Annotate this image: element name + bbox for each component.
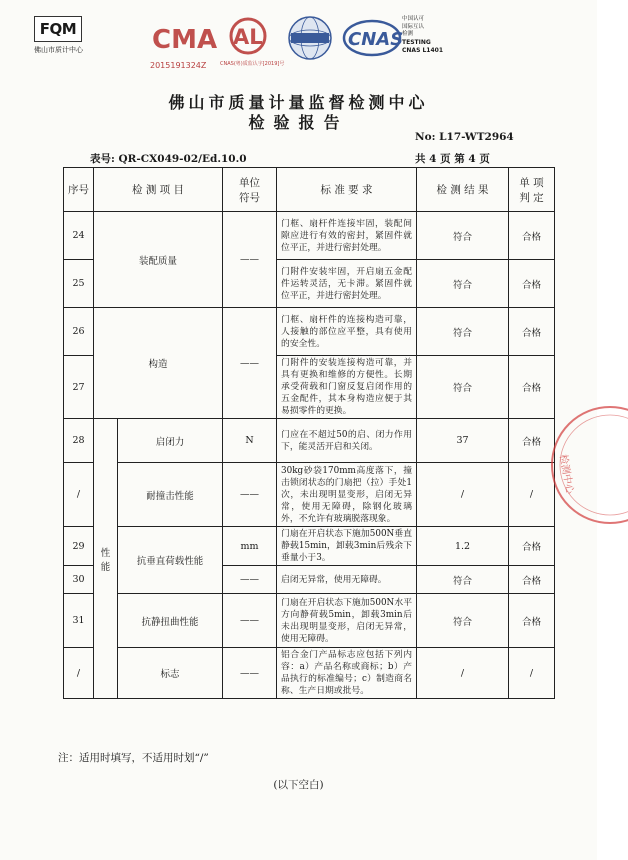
col-header-unit: 单位 符号 [223, 168, 277, 212]
table-note: 注：适用时填写，不适用时划“/” [58, 752, 209, 764]
row-item: 抗垂直荷载性能 [118, 527, 223, 594]
fqm-caption: 佛山市质计中心 [34, 46, 83, 54]
svg-text:CNAS: CNAS [348, 29, 404, 50]
row-no: 27 [64, 356, 94, 419]
row-item: 标志 [118, 648, 223, 699]
row-requirement: 门框、扇杆件的连接构造可靠，人接触的部位应平整，具有使用的安全性。 [277, 308, 417, 356]
table-row [64, 419, 555, 463]
blank-below-note: (以下空白) [273, 779, 324, 791]
row-no: / [64, 648, 94, 699]
row-requirement: 30kg砂袋170mm高度落下，撞击锁闭状态的门扇把（拉）手处1次，未出现明显变形，启闭无异常，使用无障碍，除钢化玻璃外，不允许有玻璃脱落现象。 [277, 463, 417, 527]
row-requirement: 铝合金门产品标志应包括下列内容：a）产品名称或商标；b）产品执行的标准编号；c）制造商名称、生产日期或批号。 [277, 648, 417, 699]
row-requirement: 门附件安装牢固，开启扇五金配件运转灵活，无卡滞。紧固件就位平正，并进行密封处理。 [277, 260, 417, 308]
row-no: 31 [64, 594, 94, 648]
row-unit: —— [223, 212, 277, 308]
row-result: / [417, 648, 509, 699]
report-title: 检验报告 [248, 113, 349, 132]
row-result: 符合 [417, 356, 509, 419]
row-unit: —— [223, 594, 277, 648]
row-requirement: 门扇在开启状态下施加500N垂直静载15min，卸载3min后残余下垂量小于3。 [277, 527, 417, 566]
row-requirement: 门应在不超过50的启、闭力作用下，能灵活开启和关闭。 [277, 419, 417, 463]
svg-text:AL: AL [233, 25, 263, 49]
row-verdict: 合格 [509, 566, 555, 594]
row-requirement: 门扇在开启状态下施加500N水平方向静荷载5min，卸载3min后未出现明显变形，启闭无异常，使用无障碍。 [277, 594, 417, 648]
col-header-requirement: 标 准 要 求 [277, 168, 417, 212]
cnas-mark-icon [343, 18, 404, 58]
cma-code: 2015191324Z [150, 61, 207, 70]
svg-text:检测中心: 检测中心 [557, 453, 575, 495]
row-result: 符合 [417, 594, 509, 648]
row-no: 30 [64, 566, 94, 594]
table-row [64, 527, 555, 566]
ilac-mra-logo [287, 14, 333, 68]
performance-group-label: 性 能 [94, 419, 118, 699]
table-row [64, 308, 555, 356]
col-header-result: 检 测 结 果 [417, 168, 509, 212]
table-row [64, 212, 555, 260]
col-header-item: 检 测 项 目 [94, 168, 223, 212]
inspection-table [63, 167, 555, 699]
row-result: 符合 [417, 566, 509, 594]
row-result: 1.2 [417, 527, 509, 566]
cnas-side-text: 中国认可 国际互认 检测 TESTING CNAS L1401 [402, 16, 444, 54]
ilac-globe-icon [287, 14, 333, 64]
org-title: 佛山市质量计量监督检测中心 [168, 93, 429, 112]
row-unit: mm [223, 527, 277, 566]
col-header-no: 序号 [64, 168, 94, 212]
row-result: 符合 [417, 308, 509, 356]
row-verdict: 合格 [509, 308, 555, 356]
fqm-logo [34, 16, 84, 55]
row-verdict: 合格 [509, 212, 555, 260]
table-row [64, 463, 555, 527]
row-unit: N [223, 419, 277, 463]
page-info: 共 4 页 第 4 页 [415, 153, 490, 165]
svg-text:CMA: CMA [152, 25, 218, 55]
row-requirement: 门附件的安装连接构造可靠，并具有更换和维修的方便性。长期承受荷载和门窗反复启闭作用的五金配件，其本身构造应便于其易损零件的更换。 [277, 356, 417, 419]
row-item: 启闭力 [118, 419, 223, 463]
row-verdict: 合格 [509, 356, 555, 419]
row-verdict: / [509, 463, 555, 527]
table-row [64, 594, 555, 648]
certification-logos [0, 8, 597, 74]
table-row [64, 648, 555, 699]
row-item: 构造 [94, 308, 223, 419]
row-verdict: 合格 [509, 594, 555, 648]
row-requirement: 门框、扇杆件连接牢固，装配间隙应进行有效的密封，紧固件就位平正，并进行密封处理。 [277, 212, 417, 260]
row-item: 抗静扭曲性能 [118, 594, 223, 648]
row-result: 37 [417, 419, 509, 463]
row-result: 符合 [417, 212, 509, 260]
cma-mark-icon [150, 16, 218, 56]
row-item: 装配质量 [94, 212, 223, 308]
row-no: 25 [64, 260, 94, 308]
row-verdict: / [509, 648, 555, 699]
table-header-row [64, 168, 555, 212]
row-result: / [417, 463, 509, 527]
form-number: 表号: QR-CX049-02/Ed.10.0 [90, 153, 247, 165]
row-item: 耐撞击性能 [118, 463, 223, 527]
row-requirement: 启闭无异常，使用无障碍。 [277, 566, 417, 594]
row-unit: —— [223, 463, 277, 527]
row-no: 24 [64, 212, 94, 260]
cal-logo [220, 16, 285, 67]
row-result: 符合 [417, 260, 509, 308]
row-unit: —— [223, 566, 277, 594]
row-no: / [64, 463, 94, 527]
row-unit: —— [223, 648, 277, 699]
row-no: 28 [64, 419, 94, 463]
row-verdict: 合格 [509, 260, 555, 308]
cnas-logo [343, 18, 404, 62]
cal-mark-icon [220, 16, 276, 56]
row-no: 26 [64, 308, 94, 356]
row-verdict: 合格 [509, 527, 555, 566]
col-header-verdict: 单 项 判 定 [509, 168, 555, 212]
report-number: No: L17-WT2964 [415, 131, 514, 143]
fqm-mark: FQM [34, 16, 82, 42]
row-no: 29 [64, 527, 94, 566]
official-seal-stamp-icon [548, 400, 628, 530]
row-unit: —— [223, 308, 277, 419]
cma-logo [150, 16, 218, 70]
row-verdict: 合格 [509, 419, 555, 463]
cal-caption: CNAS(粤)质监认字[2019]号 [220, 61, 285, 67]
